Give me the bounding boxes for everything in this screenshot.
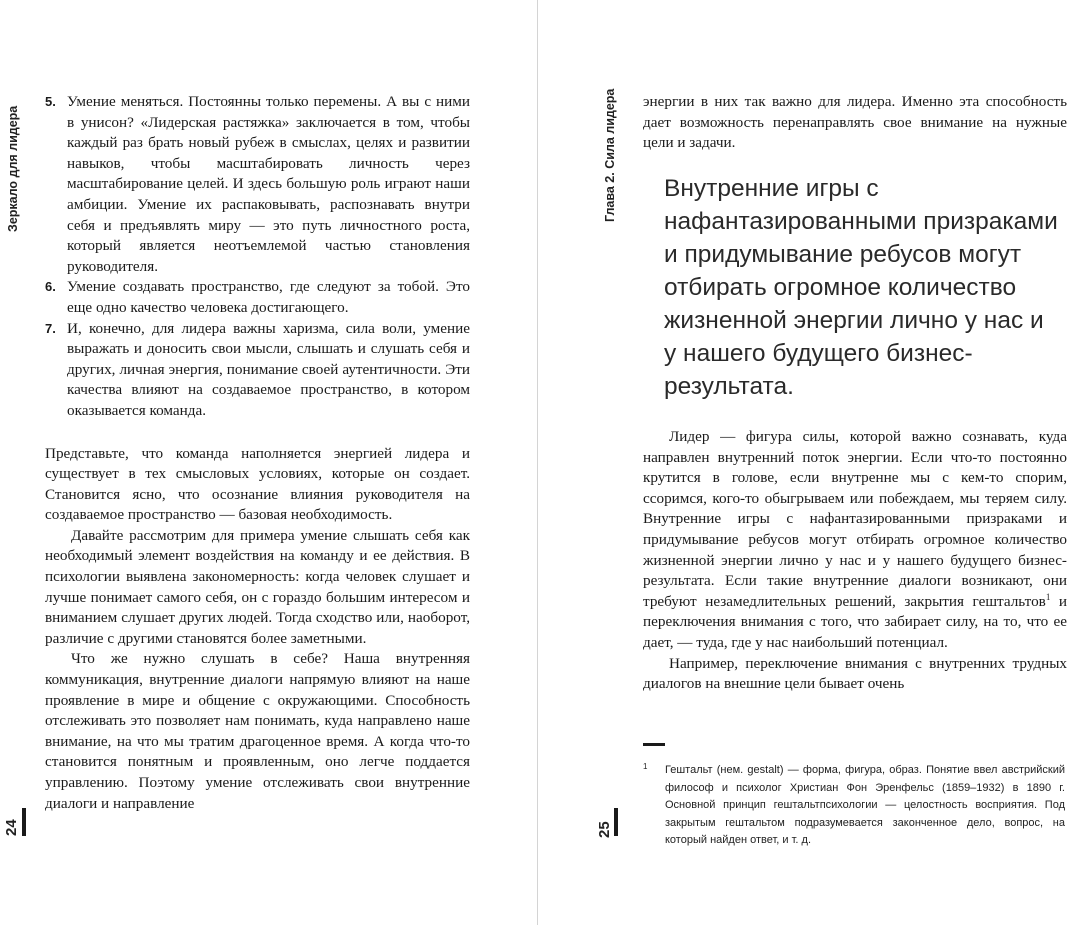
footnote-rule — [643, 743, 665, 746]
body-paragraph: Давайте рассмотрим для примера умение слышать себя как необходимый элемент воздействия на команду и ее действия. В психологии выявлена закономерность: когда человек слушает и лучше понимает самого себя, он с гораздо большим интересом и вниманием слушает других людей. Тогда сходство или, наоборот, различие с другими становятся более заметными. — [45, 526, 470, 647]
body-paragraph: энергии в них так важно для лидера. Именно эта способность дает возможность перенаправлять свое внимание на нужные цели и задачи. — [643, 93, 1067, 152]
page-gutter — [537, 0, 538, 925]
right-continuation — [643, 92, 1067, 154]
body-paragraph: Что же нужно слушать в себе? Наша внутренняя коммуникация, внутренние диалоги напрямую влияют на наше проявление в мире и общение с окружающими. Способность отслеживать это позволяет нам понимать, куда направлено наше внимание, на что мы тратим драгоценное время. А когда что-то становится понятным и проявленным, оно легче поддается управлению. Поэтому умение отслеживать свои внутренние диалоги и направление — [45, 650, 470, 812]
body-paragraph: Представьте, что команда наполняется энергией лидера и существует в тех смысловых условиях, которые он создает. Становится ясно, что осознание влияния руководителя на создаваемое пространство — базовая необходимость. — [45, 444, 470, 524]
right-text-column — [643, 427, 1067, 695]
footnote-mark: 1 — [643, 762, 648, 771]
body-paragraph — [643, 427, 1067, 654]
footnote-reference[interactable]: 1 — [1045, 591, 1051, 602]
running-head-right: Глава 2. Сила лидера — [603, 88, 617, 222]
footnote — [643, 762, 1065, 850]
list-item — [45, 277, 470, 318]
list-item-text: Умение создавать пространство, где следуют за тобой. Это еще одно качество человека достигающего. — [67, 278, 470, 316]
paragraph-text: Лидер — фигура силы, которой важно сознавать, куда направлен внутренний поток энергии. Если что-то постоянно крутится в голове, если внутренне мы с кем-то спорим, ссоримся, кого-то обыгрываем или побеждаем, мы теряем силу. Внутренние игры с нафантазированными призраками и придумывание ребусов могут отбирать огромное количество жизненной энергии лично у нас и у нашего будущего бизнес-результата. Если такие внутренние диалоги возникают, они требуют незамедлительных решений, закрытия гештальтов — [643, 428, 1067, 610]
left-text-column — [45, 92, 470, 814]
list-item-number: 7. — [45, 320, 56, 336]
list-item-number: 5. — [45, 94, 56, 109]
list-item-text: И, конечно, для лидера важны харизма, сила воли, умение выражать и доносить свои мысли, слышать и слушать себя и других, личная энергия, понимание своей аутентичности. Эти качества влияют на создаваемое пространство, в котором оказывается команда. — [67, 319, 470, 419]
list-item — [45, 319, 470, 422]
list-item-text: Умение меняться. Постоянны только перемены. А вы с ними в унисон? «Лидерская растяжка» заключается в том, чтобы каждый раз брать новый рубеж в смыслах, целях и развитии навыков, чтобы масштабировать личность через масштабирование целей. И здесь большую роль играют наши амбиции. Умение их распаковывать, распознавать внутри себя и предъявлять миру — это путь личностного роста, который является неотъемлемой частью становления руководителя. — [67, 93, 470, 275]
qualities-list — [45, 92, 470, 422]
page-number-left: 24 — [3, 819, 20, 836]
paragraph-text: и переключения внимания с того, что забирает силу, на то, что ее дает, — туда, где у нас наибольший потенциал. — [643, 592, 1067, 651]
body-paragraph: Например, переключение внимания с внутренних трудных диалогов на внешние цели бывает очень — [643, 654, 1067, 693]
page-number-right: 25 — [596, 821, 613, 838]
running-head-left: Зеркало для лидера — [6, 105, 20, 232]
page-number-bar-left — [22, 808, 26, 836]
pull-quote: Внутренние игры с нафантазированными призраками и придумывание ребусов могут отбирать огромное количество жизненной энергии лично у нас и у нашего будущего бизнес-результата. — [664, 175, 1058, 400]
page-number-bar-right — [614, 808, 618, 836]
footnote-text: Гештальт (нем. gestalt) — форма, фигура, образ. Понятие ввел австрийский философ и психолог Христиан Фон Эренфельс (1859–1932) в 1890 г. Основной принцип гештальтпсихологии — целостность восприятия. Под закрытым гештальтом подразумевается законченное дело, вопрос, на который найден ответ, и т. д. — [665, 764, 1065, 846]
list-item-number: 6. — [45, 279, 56, 295]
list-item — [45, 92, 470, 277]
